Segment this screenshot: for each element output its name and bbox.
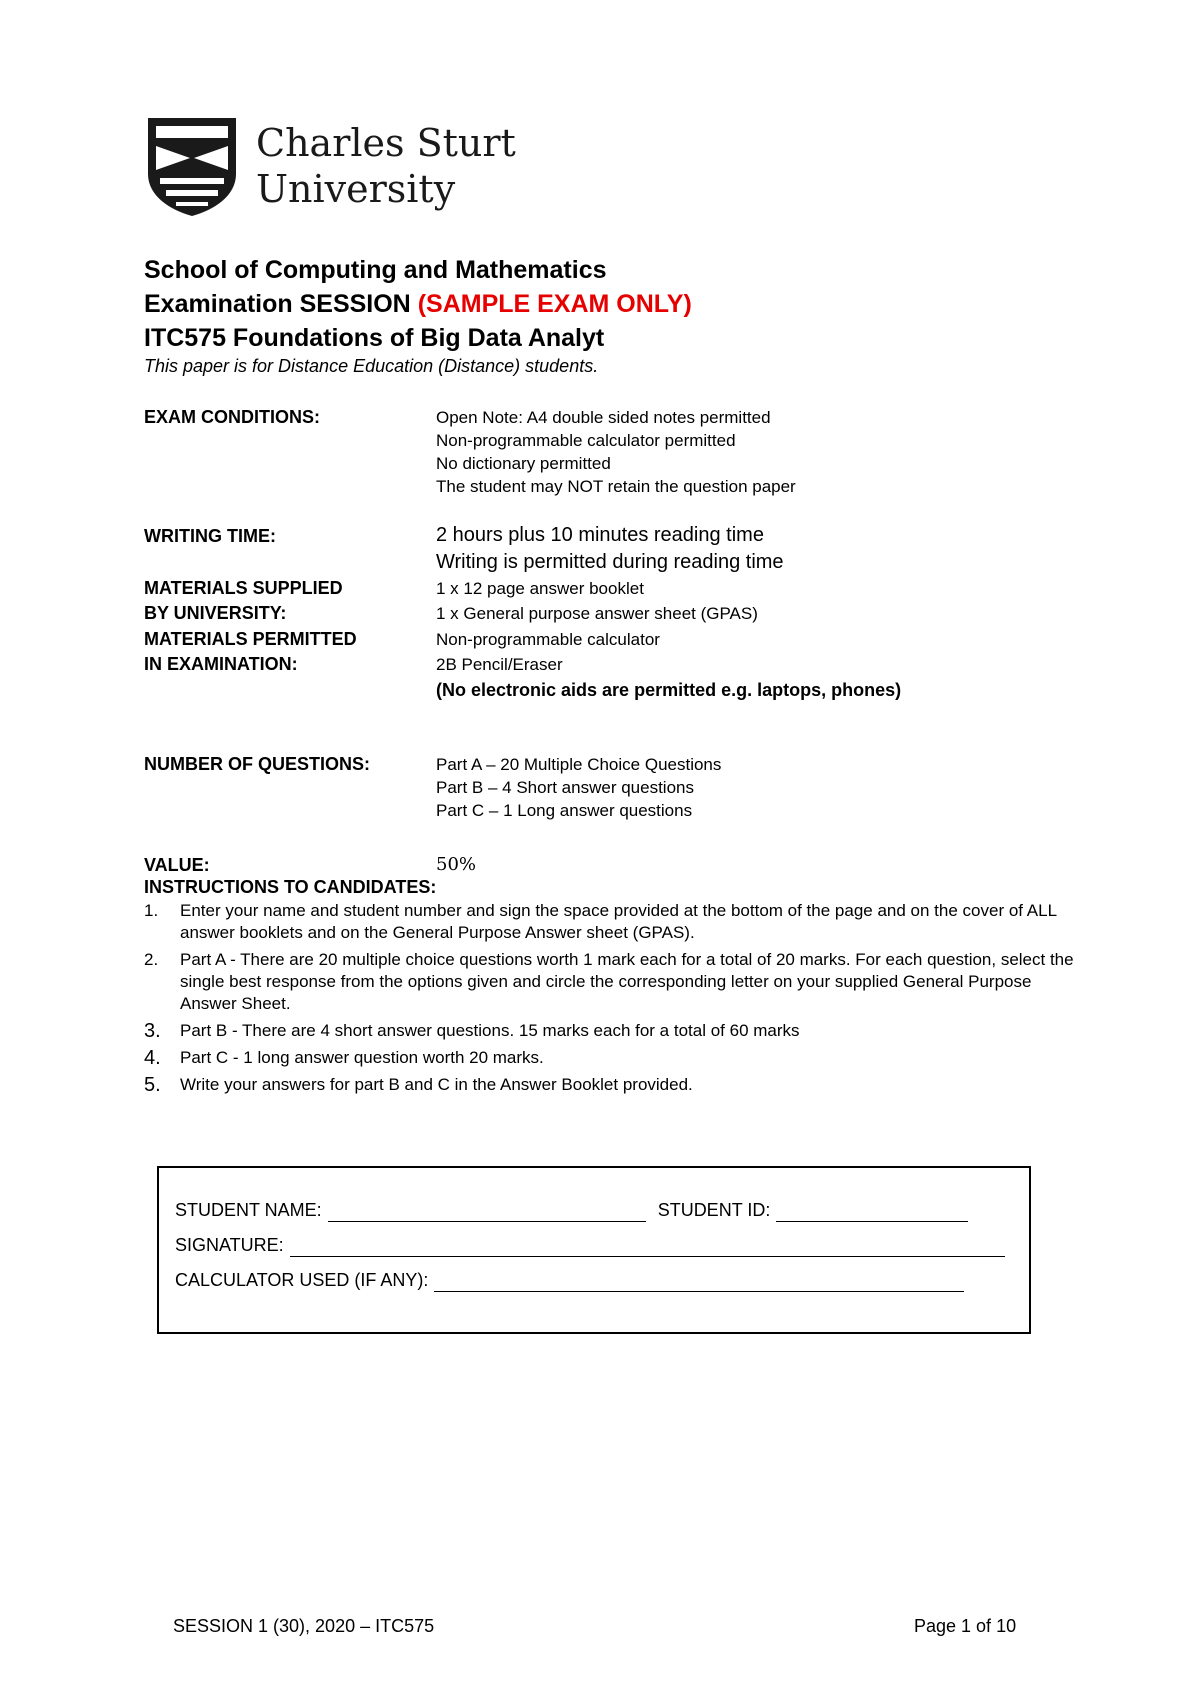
instructions-label: INSTRUCTIONS TO CANDIDATES: — [144, 877, 437, 897]
question-part-item: Part C – 1 Long answer questions — [436, 801, 693, 820]
school-title: School of Computing and Mathematics — [144, 256, 607, 284]
materials-permitted-label: MATERIALS PERMITTED — [144, 629, 357, 649]
condition-item: No dictionary permitted — [436, 454, 611, 473]
instruction-text: Part C - 1 long answer question worth 20 marks. — [180, 1048, 544, 1067]
instruction-number: 2. — [144, 950, 159, 969]
instruction-number: 3. — [144, 1020, 161, 1042]
value-label: VALUE: — [144, 855, 210, 875]
materials-permitted-label-2: IN EXAMINATION: — [144, 654, 298, 674]
logo-name-line1: Charles Sturt — [256, 121, 516, 165]
question-part-item: Part A – 20 Multiple Choice Questions — [436, 755, 722, 774]
student-id-field[interactable] — [776, 1203, 968, 1222]
instruction-item — [144, 1047, 1074, 1069]
instruction-number: 1. — [144, 901, 159, 920]
writing-time-label: WRITING TIME: — [144, 526, 276, 546]
condition-item: Open Note: A4 double sided notes permitted — [436, 408, 771, 427]
calculator-field[interactable] — [434, 1273, 964, 1292]
student-id-label: STUDENT ID: — [657, 1200, 771, 1220]
value-text: 50% — [436, 854, 477, 875]
logo-name-line2: University — [256, 167, 456, 211]
materials-permitted-item: 2B Pencil/Eraser — [436, 655, 563, 674]
materials-supplied-item: 1 x 12 page answer booklet — [436, 579, 644, 598]
reading-time-note: Writing is permitted during reading time — [436, 551, 784, 573]
condition-item: Non-programmable calculator permitted — [436, 431, 736, 450]
instruction-number: 5. — [144, 1074, 161, 1096]
session-title — [144, 288, 692, 320]
sample-exam-badge: (SAMPLE EXAM ONLY) — [417, 290, 692, 318]
instruction-item — [144, 949, 1074, 1015]
exam-conditions-label: EXAM CONDITIONS: — [144, 407, 321, 427]
university-logo — [144, 116, 544, 216]
calculator-label: CALCULATOR USED (IF ANY): — [175, 1270, 429, 1290]
materials-supplied-item: 1 x General purpose answer sheet (GPAS) — [436, 604, 758, 623]
instruction-text: Part A - There are 20 multiple choice questions worth 1 mark each for a total of 20 marks. For each question, select the single best response from the options given and circle the corresponding letter on your supplied General Purpose Answer Sheet. — [180, 950, 1074, 1013]
instruction-item — [144, 900, 1074, 944]
materials-supplied-label: MATERIALS SUPPLIED — [144, 578, 343, 598]
number-of-questions-label: NUMBER OF QUESTIONS: — [144, 754, 371, 774]
student-name-row — [175, 1198, 968, 1222]
student-name-field[interactable] — [328, 1203, 646, 1222]
signature-field[interactable] — [290, 1238, 1005, 1257]
audience-note: This paper is for Distance Education (Distance) students. — [144, 356, 599, 376]
course-title: ITC575 Foundations of Big Data Analyt — [144, 324, 605, 352]
instruction-item — [144, 1074, 1074, 1096]
university-crest-icon — [148, 118, 236, 216]
condition-item: The student may NOT retain the question paper — [436, 477, 796, 496]
instruction-text: Write your answers for part B and C in the Answer Booklet provided. — [180, 1075, 693, 1094]
student-name-label: STUDENT NAME: — [175, 1200, 322, 1220]
writing-time-value: 2 hours plus 10 minutes reading time — [436, 524, 764, 546]
materials-permitted-item: Non-programmable calculator — [436, 630, 660, 649]
student-details-box — [157, 1166, 1031, 1334]
page-number: Page 1 of 10 — [914, 1616, 1017, 1636]
instruction-item — [144, 1020, 1074, 1042]
instruction-text: Enter your name and student number and sign the space provided at the bottom of the page and on the cover of ALL answer booklets and on the General Purpose Answer sheet (GPAS). — [180, 901, 1057, 942]
calculator-row — [175, 1268, 964, 1292]
instruction-text: Part B - There are 4 short answer questions. 15 marks each for a total of 60 marks — [180, 1021, 800, 1040]
footer-session: SESSION 1 (30), 2020 – ITC575 — [173, 1616, 435, 1636]
electronic-aids-note: (No electronic aids are permitted e.g. laptops, phones) — [436, 680, 902, 700]
instruction-number: 4. — [144, 1047, 161, 1069]
signature-row — [175, 1233, 1005, 1257]
materials-supplied-label-2: BY UNIVERSITY: — [144, 603, 287, 623]
question-part-item: Part B – 4 Short answer questions — [436, 778, 694, 797]
instructions-list — [144, 900, 1074, 1101]
session-prefix: Examination SESSION — [144, 290, 418, 318]
signature-label: SIGNATURE: — [175, 1235, 284, 1255]
